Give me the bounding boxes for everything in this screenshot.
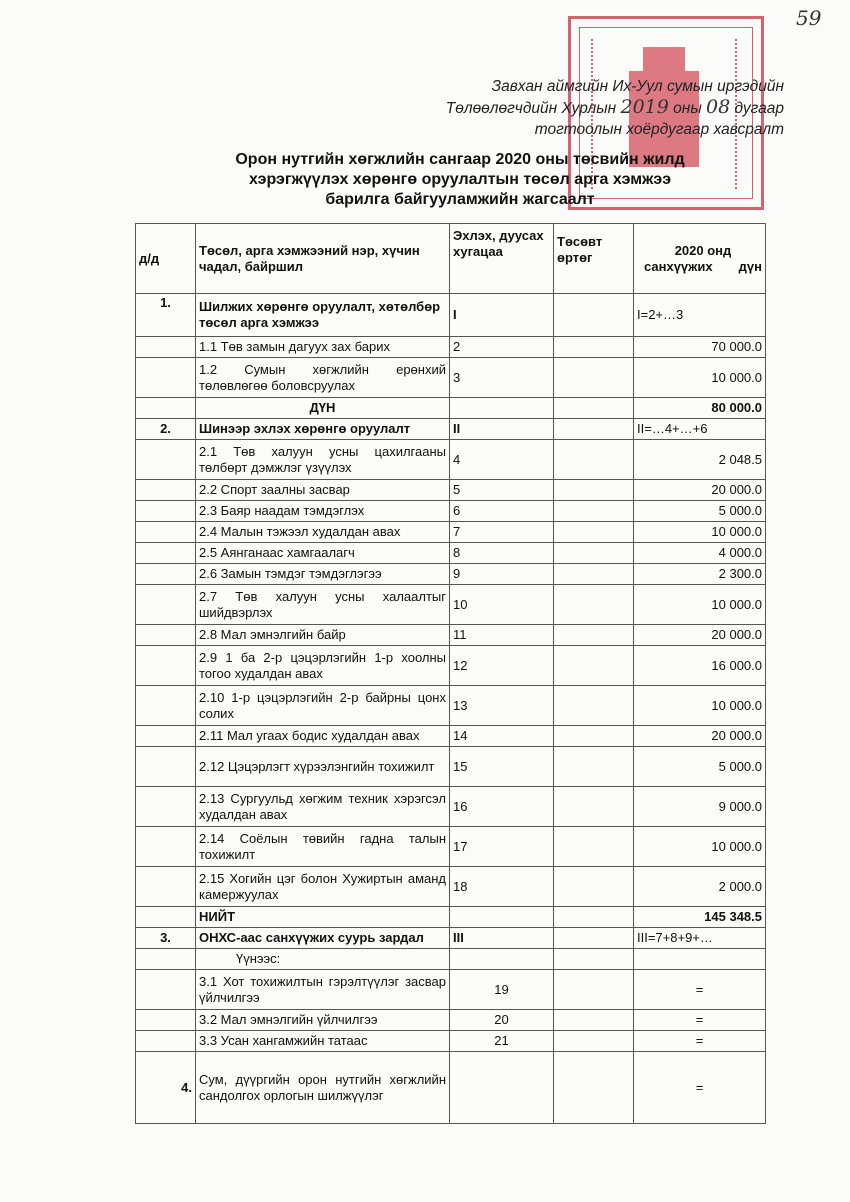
handwritten-year: 2019 bbox=[620, 96, 669, 118]
table-row: 2.15 Хогийн цэг болон Хужиртын аманд камержуулах 18 2 000.0 bbox=[136, 867, 766, 907]
page-number: 59 bbox=[796, 6, 822, 30]
table-row: 3.1 Хот тохижилтын гэрэлтүүлэг засвар үйлчилгээ 19 = bbox=[136, 970, 766, 1010]
table-row: 2.11 Мал угаах бодис худалдан авах 14 20 000.0 bbox=[136, 726, 766, 747]
header-amount: 2020 онд санхүүжих дүн bbox=[634, 224, 766, 294]
table-row-section-3: 3. ОНХС-аас санхүүжих суурь зардал III III=7+8+9+… bbox=[136, 928, 766, 949]
table-row: 1.1 Төв замын дагуух зах барих 2 70 000.0 bbox=[136, 337, 766, 358]
table-row: 3.3 Усан хангамжийн татаас 21 = bbox=[136, 1031, 766, 1052]
document-title: Орон нутгийн хөгжлийн сангаар 2020 оны төсвийн жилд хэрэгжүүлэх хөрөнгө оруулалтын төсөл арга хэмжээ барилга байгууламжийн жагсаалт bbox=[235, 151, 685, 208]
table-row: 2.13 Сургуульд хөгжим техник хэрэгсэл худалдан авах 16 9 000.0 bbox=[136, 787, 766, 827]
approval-line-3: тогтоолын хоёрдугаар хавсралт bbox=[534, 121, 784, 138]
table-row: 2.5 Аянганаас хамгаалагч 8 4 000.0 bbox=[136, 543, 766, 564]
header-name: Төсөл, арга хэмжээний нэр, хүчин чадал, байршил bbox=[196, 224, 450, 294]
table-row: 1.2 Сумын хөгжлийн ерөнхий төлөвлөгөө боловсруулах 3 10 000.0 bbox=[136, 358, 766, 398]
handwritten-number: 08 bbox=[706, 96, 731, 118]
header-timing: Эхлэх, дуусах хугацаа bbox=[450, 224, 554, 294]
table-row: 2.1 Төв халуун усны цахилгааны төлбөрт дэмжлэг үзүүлэх 4 2 048.5 bbox=[136, 440, 766, 480]
table-row-section-1: 1. Шилжих хөрөнгө оруулалт, хөтөлбөр төсөл арга хэмжээ I I=2+…3 bbox=[136, 294, 766, 337]
header-cost: Төсөвт өртөг bbox=[554, 224, 634, 294]
table-row: 2.8 Мал эмнэлгийн байр 11 20 000.0 bbox=[136, 625, 766, 646]
header-no: д/д bbox=[136, 224, 196, 294]
table-row: 2.9 1 ба 2-р цэцэрлэгийн 1-р хоолны тогоо худалдан авах 12 16 000.0 bbox=[136, 646, 766, 686]
table-row: 2.14 Соёлын төвийн гадна талын тохижилт 17 10 000.0 bbox=[136, 827, 766, 867]
table-row-section-2: 2. Шинээр эхлэх хөрөнгө оруулалт II II=…4+…+6 bbox=[136, 419, 766, 440]
table-row-subtotal: ДҮН 80 000.0 bbox=[136, 398, 766, 419]
table-row: 2.2 Спорт заалны засвар 5 20 000.0 bbox=[136, 480, 766, 501]
table-header-row bbox=[136, 224, 766, 294]
table-row: 2.4 Малын тэжээл худалдан авах 7 10 000.0 bbox=[136, 522, 766, 543]
table-row: 2.6 Замын тэмдэг тэмдэглэгээ 9 2 300.0 bbox=[136, 564, 766, 585]
approval-line-1: Завхан аймгийн Их-Уул сумын иргэдийн bbox=[491, 78, 784, 95]
investment-table bbox=[135, 223, 766, 1124]
approval-note bbox=[344, 76, 784, 140]
table-row: 2.12 Цэцэрлэгт хүрээлэнгийн тохижилт 15 5 000.0 bbox=[136, 747, 766, 787]
table-row: 2.10 1-р цэцэрлэгийн 2-р байрны цонх солих 13 10 000.0 bbox=[136, 686, 766, 726]
table-row: Үүнээс: bbox=[136, 949, 766, 970]
approval-line-2: Төлөөлөгчдийн Хурлын 2019 оны 08 дугаар bbox=[445, 96, 784, 118]
table-row-section-4: 4. Сум, дүүргийн орон нутгийн хөгжлийн сандолгох орлогын шилжүүлэг = bbox=[136, 1052, 766, 1124]
table-row-total: НИЙТ 145 348.5 bbox=[136, 907, 766, 928]
table-row: 2.7 Төв халуун усны халаалтыг шийдвэрлэх 10 10 000.0 bbox=[136, 585, 766, 625]
table-row: 3.2 Мал эмнэлгийн үйлчилгээ 20 = bbox=[136, 1010, 766, 1031]
table-row: 2.3 Баяр наадам тэмдэглэх 6 5 000.0 bbox=[136, 501, 766, 522]
